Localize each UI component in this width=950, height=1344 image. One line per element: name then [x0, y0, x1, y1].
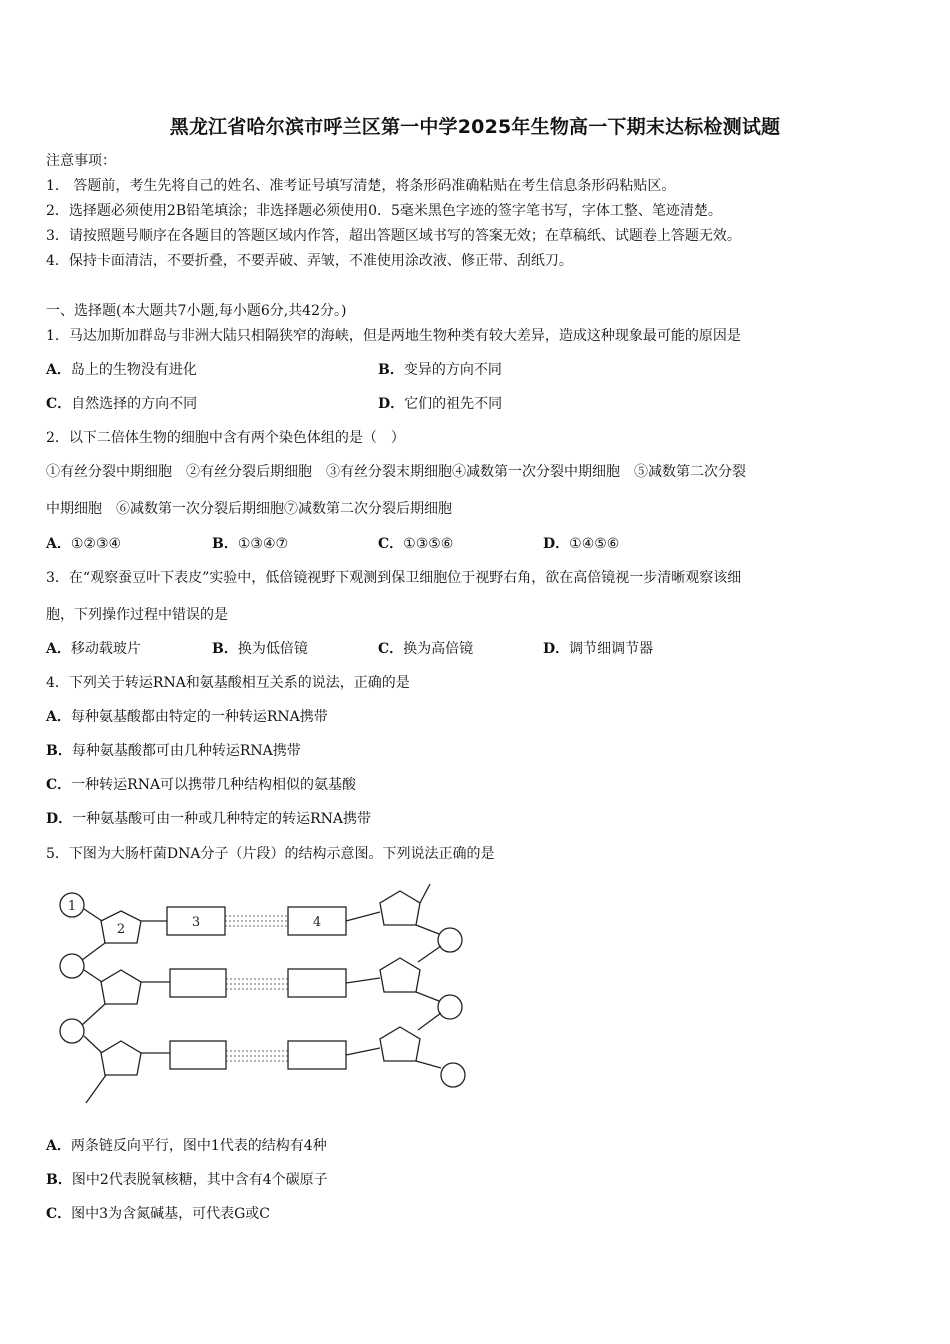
notice-item: 3．请按照题号顺序在各题目的答题区域内作答，超出答题区域书写的答案无效；在草稿纸、试题卷上答题无效。 — [46, 228, 741, 244]
dna-structure-diagram — [52, 880, 482, 1110]
option-text: 两条链反向平行，图中1代表的结构有4种 — [70, 1138, 327, 1154]
question-4-stem: 4．下列关于转运RNA和氨基酸相互关系的说法，正确的是 — [46, 675, 410, 691]
option-key: D． — [543, 641, 570, 657]
q3-option-d — [543, 640, 653, 658]
option-key: C． — [46, 1206, 72, 1222]
option-key: A． — [46, 362, 71, 378]
sugar-pentagon — [380, 891, 420, 925]
option-key: B． — [212, 641, 238, 657]
sugar-pentagon — [380, 958, 420, 992]
phosphate-circle — [438, 995, 462, 1019]
notice-heading: 注意事项： — [46, 153, 116, 169]
q2-option-c — [378, 535, 453, 553]
q5-option-b — [46, 1171, 328, 1189]
option-key: B． — [46, 1172, 72, 1188]
q5-option-a — [46, 1137, 327, 1155]
notice-item: 2．选择题必须使用2B铅笔填涂；非选择题必须使用0．5毫米黑色字迹的签字笔书写，字体工整、笔迹清楚。 — [46, 203, 722, 219]
figure-label: 1 — [67, 899, 77, 914]
q2-option-b — [212, 535, 288, 553]
option-text: 自然选择的方向不同 — [71, 396, 198, 412]
question-2-line: ①有丝分裂中期细胞 ②有丝分裂后期细胞 ③有丝分裂末期细胞④减数第一次分裂中期细胞 ⑤减数第二次分裂 — [46, 464, 746, 480]
question-2-line: 中期细胞 ⑥减数第一次分裂后期细胞⑦减数第二次分裂后期细胞 — [46, 501, 452, 517]
option-text: 岛上的生物没有进化 — [70, 362, 197, 378]
q4-option-d — [46, 810, 371, 828]
option-text: ①②③④ — [70, 536, 122, 552]
question-2-stem: 2．以下二倍体生物的细胞中含有两个染色体组的是（ ） — [46, 430, 405, 446]
option-key: B． — [378, 362, 404, 378]
option-text: 变异的方向不同 — [403, 362, 502, 378]
question-1-stem: 1．马达加斯加群岛与非洲大陆只相隔狭窄的海峡，但是两地生物种类有较大差异，造成这种现象最可能的原因是 — [46, 328, 741, 344]
q1-option-d — [378, 395, 502, 413]
phosphate-circle — [438, 928, 462, 952]
option-text: 换为高倍镜 — [403, 641, 474, 657]
q4-option-b — [46, 742, 301, 760]
q3-option-c — [378, 640, 473, 658]
option-key: D． — [46, 811, 73, 827]
option-key: A． — [46, 536, 71, 552]
phosphate-circle — [60, 1019, 84, 1043]
section-heading: 一、选择题(本大题共7小题,每小题6分,共42分。) — [46, 303, 347, 319]
page-title: 黑龙江省哈尔滨市呼兰区第一中学2025年生物高一下期末达标检测试题 — [169, 116, 781, 138]
option-text: 调节细调节器 — [569, 641, 654, 657]
option-text: 图中3为含氮碱基，可代表G或C — [71, 1206, 270, 1222]
base-rectangle — [170, 1041, 226, 1069]
option-key: D． — [378, 396, 405, 412]
phosphate-circle — [441, 1063, 465, 1087]
option-key: A． — [46, 641, 71, 657]
option-text: 移动载玻片 — [70, 641, 141, 657]
q1-option-b — [378, 361, 502, 379]
option-text: 换为低倍镜 — [237, 641, 308, 657]
sugar-pentagon — [380, 1027, 420, 1061]
option-text: 每种氨基酸都可由几种转运RNA携带 — [71, 743, 301, 759]
q5-option-c — [46, 1205, 270, 1223]
notice-item: 4．保持卡面清洁，不要折叠，不要弄破、弄皱，不准使用涂改液、修正带、刮纸刀。 — [46, 253, 573, 269]
option-text: 一种氨基酸可由一种或几种特定的转运RNA携带 — [72, 811, 372, 827]
q4-option-a — [46, 708, 328, 726]
phosphate-circle — [60, 954, 84, 978]
q3-option-a — [46, 640, 141, 658]
option-key: D． — [543, 536, 570, 552]
q4-option-c — [46, 776, 356, 794]
notice-item: 1． 答题前，考生先将自己的姓名、准考证号填写清楚，将条形码准确粘贴在考生信息条形码粘贴区。 — [46, 178, 676, 194]
figure-label: 4 — [312, 915, 322, 930]
figure-label: 3 — [191, 915, 201, 930]
option-text: ①③④⑦ — [237, 536, 289, 552]
question-3-stem: 胞，下列操作过程中错误的是 — [46, 607, 228, 623]
q1-option-c — [46, 395, 197, 413]
figure-label: 2 — [116, 922, 126, 937]
option-text: 它们的祖先不同 — [404, 396, 503, 412]
option-key: A． — [46, 709, 71, 725]
base-rectangle — [170, 969, 226, 997]
option-text: 一种转运RNA可以携带几种结构相似的氨基酸 — [71, 777, 357, 793]
option-text: ①④⑤⑥ — [569, 536, 620, 552]
q2-option-d — [543, 535, 619, 553]
base-rectangle — [288, 969, 346, 997]
q1-option-a — [46, 361, 197, 379]
option-text: 图中2代表脱氧核糖，其中含有4个碳原子 — [71, 1172, 328, 1188]
option-key: C． — [378, 536, 404, 552]
option-key: B． — [46, 743, 72, 759]
base-rectangle — [288, 1041, 346, 1069]
option-key: A． — [46, 1138, 71, 1154]
sugar-pentagon — [101, 1041, 141, 1075]
option-key: C． — [46, 396, 72, 412]
q3-option-b — [212, 640, 308, 658]
q2-option-a — [46, 535, 121, 553]
option-text: 每种氨基酸都由特定的一种转运RNA携带 — [70, 709, 328, 725]
option-key: B． — [212, 536, 238, 552]
option-text: ①③⑤⑥ — [403, 536, 454, 552]
option-key: C． — [46, 777, 72, 793]
question-3-stem: 3．在“观察蚕豆叶下表皮”实验中，低倍镜视野下观测到保卫细胞位于视野右角，欲在高倍镜视一步清晰观察该细 — [46, 570, 742, 586]
option-key: C． — [378, 641, 404, 657]
sugar-pentagon — [101, 970, 141, 1004]
question-5-stem: 5．下图为大肠杆菌DNA分子（片段）的结构示意图。下列说法正确的是 — [46, 846, 495, 862]
